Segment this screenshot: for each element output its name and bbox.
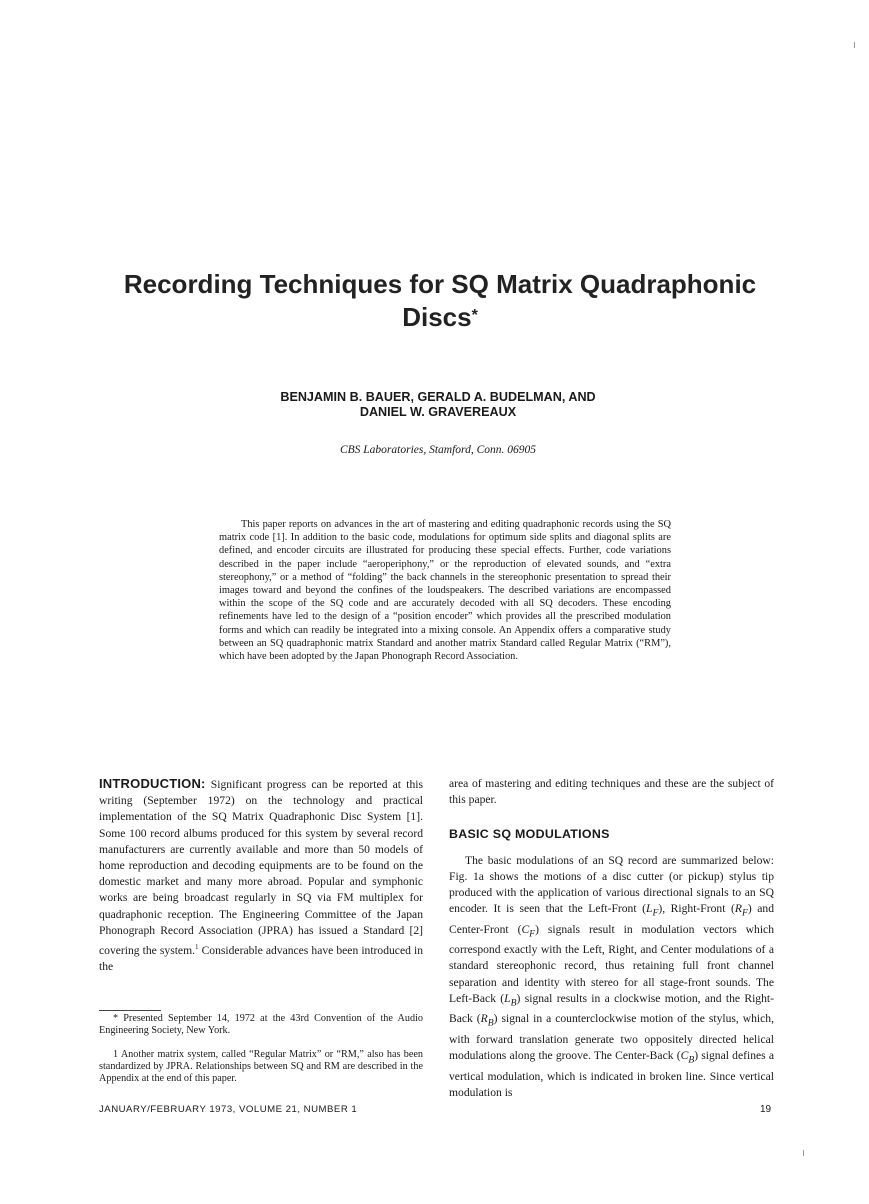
authors-line-1: BENJAMIN B. BAUER, GERALD A. BUDELMAN, AND: [280, 390, 596, 404]
var-center-back: $C_B$: [680, 1049, 695, 1066]
intro-text-a: Significant progress can be reported at this writing (September 1972) on the technology and practical implementation of the SQ Matrix Quadraphonic Disc System [1]. Some 100 record albums produced for this system by several record manufacturers are currently available and more than 50 models of home reproduction and decoding equipments are to be found on the domestic market and many more abroad. Popular and symphonic works are being broadcast regularly in SQ via FM multiplex for quadraphonic reception. The Engineering Committee of the Japan Phonograph Record Association (JPRA) has issued a Standard [2] covering the system.: [99, 778, 423, 957]
footnote-ref-1: 1: [195, 943, 199, 952]
page-number: 19: [760, 1104, 772, 1115]
var-right-front: $R_F$: [734, 902, 748, 919]
authors-line-2: DANIEL W. GRAVEREAUX: [359, 405, 517, 419]
right-column: [449, 776, 774, 1101]
title-line-1: Recording Techniques for SQ Matrix Quadraphonic: [123, 269, 757, 299]
footnote-rule: [99, 1010, 161, 1011]
footnote-regular-matrix: 1 Another matrix system, called “Regular Matrix” or “RM,” also has been standardized by JPRA. Relationships between SQ and RM are described in the Appendix at the end of this paper.: [99, 1049, 423, 1084]
left-column: [99, 776, 423, 975]
intro-continuation: area of mastering and editing techniques and these are the subject of this paper.: [449, 777, 774, 807]
basic-modulations-paragraph: The basic modulations of an SQ record are summarized below: Fig. 1a shows the motions of a disc cutter (or pickup) stylus tip produced with the application of various directional signals to an SQ encoder. It is seen that the Left-Front $(L_F)$, Right-Front $(R_F)$ and Center-Front $(C_F)$ signals result in modulation vectors which correspond exactly with the Left, Right, and Center modulations of a standard stereophonic record, thus retaining full front channel separation and identity with stereo for all stage-front sounds. The Left-Back $(L_B)$ signal results in a clockwise motion, and the Right-Back $(R_B)$ signal in a counterclockwise motion of the stylus, which, with forward translation generate two oppositely directed helical modulations along the groove. The Center-Back $(C_B)$ signal defines a vertical modulation, which is indicated in broken line. Since vertical modulation is: [449, 853, 775, 1099]
var-center-front: $C_F$: [521, 922, 536, 940]
intro-text-b: Considerable advances have been introduced in the: [99, 943, 423, 974]
title-line-2: Discs*: [402, 302, 478, 332]
var-left-back: $L_B$: [504, 991, 517, 1009]
var-right-back: $R_B$: [480, 1012, 494, 1029]
affiliation: CBS Laboratories, Stamford, Conn. 06905: [339, 444, 537, 456]
running-footer: JANUARY/FEBRUARY 1973, VOLUME 21, NUMBER 1: [99, 1104, 358, 1115]
authors: [200, 390, 676, 420]
section-heading-basic-sq: BASIC SQ MODULATIONS: [449, 827, 610, 842]
footnote-presented: * Presented September 14, 1972 at the 43rd Convention of the Audio Engineering Society, New York.: [99, 1013, 423, 1036]
scan-speck: [803, 1150, 804, 1156]
paper-title: [110, 268, 770, 334]
abstract: This paper reports on advances in the art of mastering and editing quadraphonic records using the SQ matrix code [1]. In addition to the basic code, modulations for optimum side splits and diagonal splits are defined, and encoder circuits are illustrated for producing these special effects. Further, code variations described in the paper include “aeroperiphony,” or the reproduction of elevated sounds, and “extra stereophony,” or a method of “folding” the back channels in the stereophonic presentation to spread their images toward and beyond the confines of the loudspeakers. The described variations are encompassed within the scope of the SQ code and are accurately decoded with all SQ decoders. These encoding refinements have led to the design of a “position encoder” which provides all the prescribed modulation forms and which can readily be integrated into a mixing console. An Appendix offers a comparative study between an SQ quadraphonic matrix Standard and another matrix Standard called Regular Matrix (“RM”), which have been adopted by the Japan Phonograph Record Association.: [219, 519, 671, 663]
introduction-paragraph: [99, 776, 423, 975]
introduction-heading: INTRODUCTION:: [99, 776, 206, 791]
scan-speck: [854, 42, 855, 48]
title-footnote-mark: *: [471, 307, 478, 324]
var-left-front: $L_F$: [645, 902, 659, 919]
